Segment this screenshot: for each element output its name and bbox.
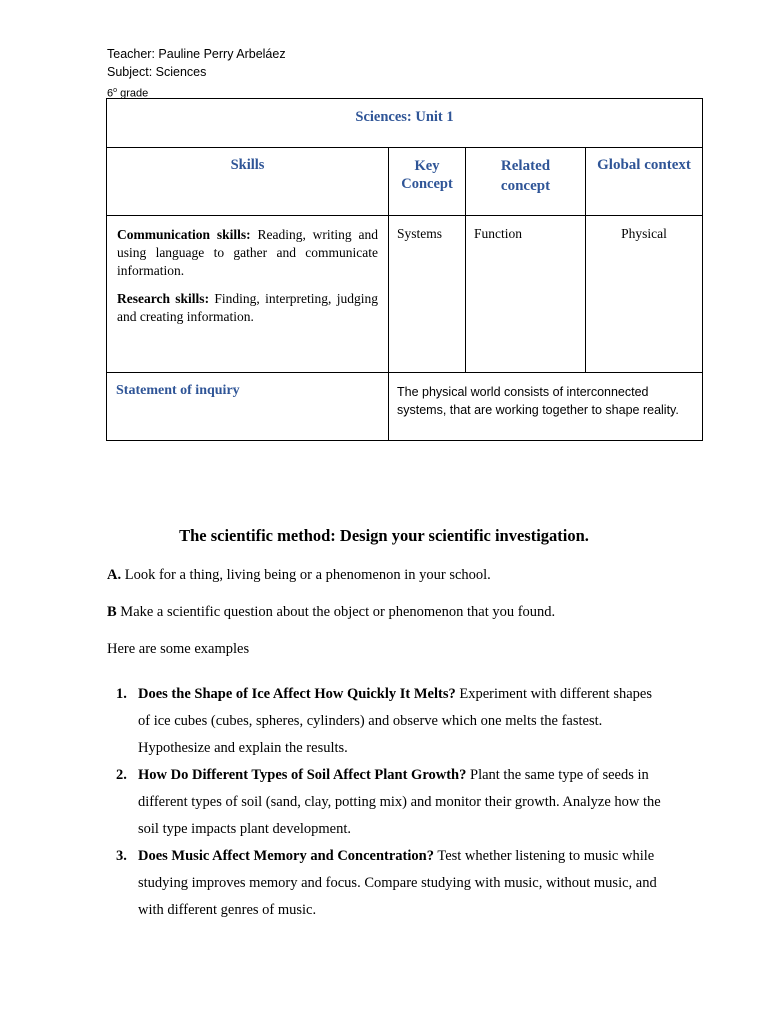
key-concept-header-line1: Key [414,158,440,174]
related-concept-header [466,148,586,216]
step-a [107,567,491,584]
step-b-label: B [107,604,117,620]
list-item [107,762,667,843]
list-item-number: 1. [116,686,127,702]
list-item-number: 3. [116,848,127,864]
list-item [107,843,667,924]
grade-word: grade [117,87,149,100]
statement-of-inquiry-text: The physical world consists of interconnected systems, that are working together to shape reality. [389,373,703,441]
related-concept-header-line2: concept [500,178,551,194]
research-skills-text: Finding, interpreting, judging and creating information. [117,291,378,324]
list-item-question: Does Music Affect Memory and Concentration? [138,848,434,864]
related-concept-value: Function [466,216,586,373]
unit-title: Sciences: Unit 1 [107,99,703,148]
step-a-text: Look for a thing, living being or a phenomenon in your school. [121,567,491,583]
list-item-number: 2. [116,767,127,783]
list-item-text: Plant the same type of seeds in different types of soil (sand, clay, potting mix) and monitor their growth. Analyze how the soil type impacts plant development. [138,767,661,837]
skills-cell [107,216,389,373]
list-item [107,681,667,762]
communication-skills-label: Communication skills: [117,227,251,242]
grade-superscript: o [113,87,118,94]
step-b-text: Make a scientific question about the object or phenomenon that you found. [116,604,556,620]
unit-table [106,98,703,441]
examples-intro: Here are some examples [107,641,250,657]
page-title: The scientific method: Design your scientific investigation. [179,526,589,545]
research-skills [117,290,378,326]
communication-skills [117,226,378,280]
global-context-value: Physical [586,216,703,373]
step-a-label: A. [107,567,122,583]
list-item-question: Does the Shape of Ice Affect How Quickly It Melts? [138,686,456,702]
skills-header: Skills [107,148,389,216]
global-context-header: Global context [586,148,703,216]
teacher-line: Teacher: Pauline Perry Arbeláez [107,47,286,61]
grade-number: 6 [107,87,114,100]
key-concept-header [389,148,466,216]
list-item-text: Experiment with different shapes of ice cubes (cubes, spheres, cylinders) and observe which one melts the fastest. Hypothesize and explain the results. [138,686,652,756]
list-item-text: Test whether listening to music while studying improves memory and focus. Compare studying with music, without music, and with different genres of music. [138,848,657,918]
step-b [107,604,555,621]
list-item-question: How Do Different Types of Soil Affect Plant Growth? [138,767,467,783]
statement-of-inquiry-label: Statement of inquiry [107,373,389,441]
examples-list [107,681,667,924]
key-concept-header-line2: Concept [401,176,453,192]
research-skills-label: Research skills: [117,291,210,306]
subject-line: Subject: Sciences [107,65,207,79]
related-concept-header-line1: Related [500,158,551,174]
key-concept-value: Systems [389,216,466,373]
communication-skills-text: Reading, writing and using language to gather and communicate information. [117,227,378,278]
